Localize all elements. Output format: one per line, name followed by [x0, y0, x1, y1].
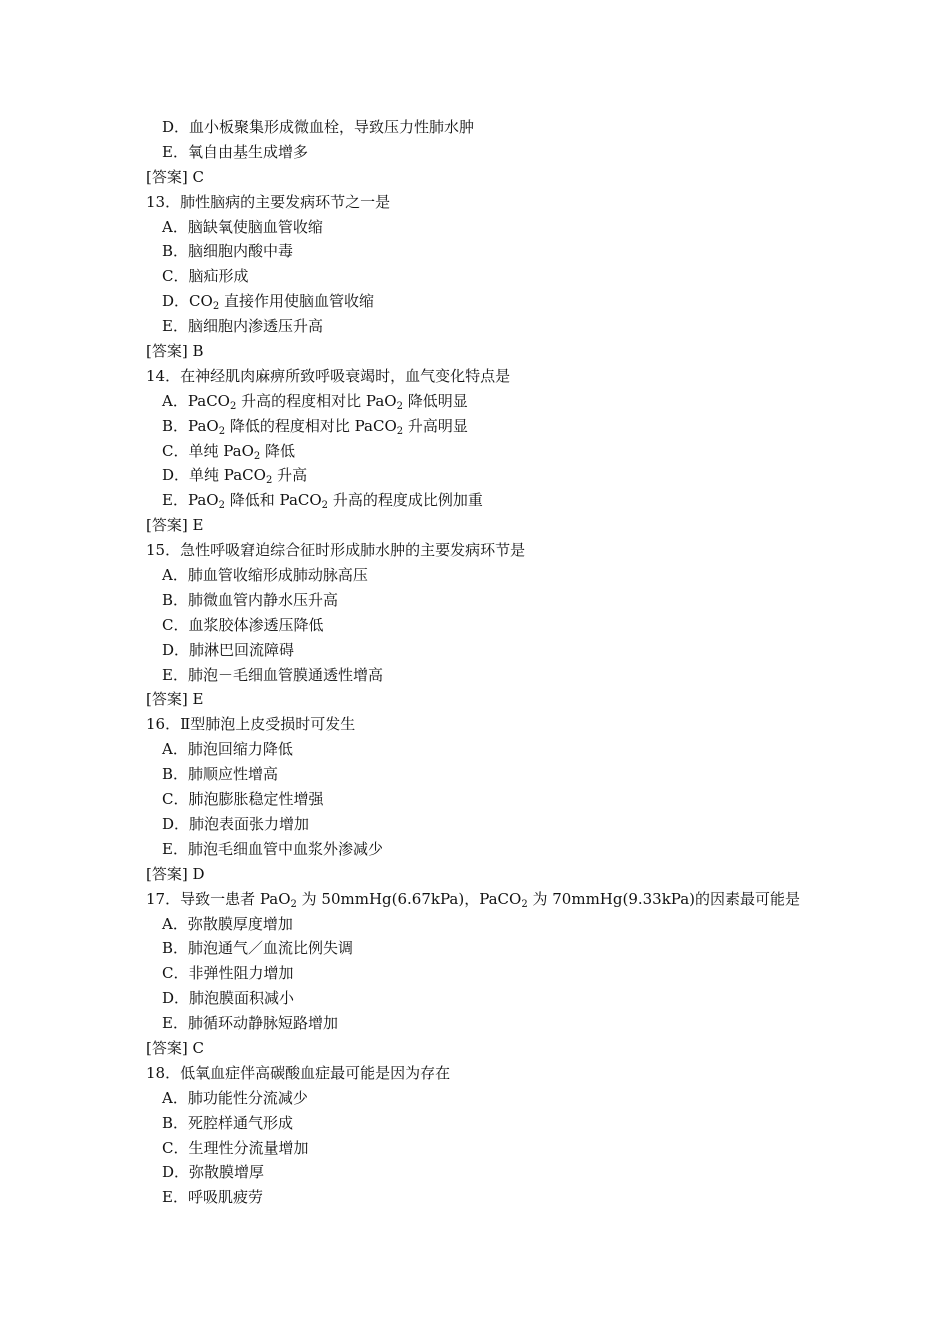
text-segment: A．PaCO — [162, 391, 230, 410]
text-segment: 降低明显 — [402, 391, 468, 410]
option-text: C．肺泡膨胀稳定性增强 — [162, 790, 324, 809]
option-text: D．肺泡表面张力增加 — [162, 814, 310, 833]
text-segment: D．单纯 PaCO — [162, 466, 266, 485]
subscript: 2 — [212, 301, 220, 313]
subscript: 2 — [521, 898, 528, 910]
option-text: B．肺泡通气／血流比例失调 — [162, 939, 354, 958]
option-text: D．肺淋巴回流障碍 — [162, 640, 295, 659]
question-text: 16．Ⅱ型肺泡上皮受损时可发生 — [146, 715, 356, 734]
answer-text: [答案] C — [146, 1038, 204, 1057]
subscript: 2 — [229, 400, 237, 412]
question-text: 18．低氧血症伴高碳酸血症最可能是因为存在 — [146, 1063, 451, 1082]
option-text: D．血小板聚集形成微血栓，导致压力性肺水肿 — [162, 118, 475, 136]
text-segment: E．PaO — [162, 491, 219, 510]
option-text — [0, 463, 950, 488]
text-segment: C．单纯 PaO — [162, 441, 254, 460]
text-segment: 降低和 PaCO — [224, 491, 322, 510]
text-segment: 降低的程度相对比 PaCO — [225, 416, 397, 435]
subscript: 2 — [396, 400, 403, 412]
option-text: B．肺微血管内静水压升高 — [162, 590, 339, 609]
question-text: 14．在神经肌肉麻痹所致呼吸衰竭时，血气变化特点是 — [146, 366, 511, 385]
text-segment: 为 70mmHg(9.33kPa)的因素最可能是 — [527, 889, 801, 908]
option-text: A．肺泡回缩力降低 — [162, 740, 293, 759]
text-segment: D．CO — [162, 292, 213, 311]
subscript: 2 — [253, 450, 261, 462]
option-text — [0, 414, 950, 439]
option-text: B．死腔样通气形成 — [162, 1113, 294, 1132]
option-text: A．脑缺氧使脑血管收缩 — [162, 217, 323, 236]
text-segment: 升高明显 — [403, 416, 468, 435]
option-text: C．非弹性阻力增加 — [162, 964, 294, 983]
option-text: E．氧自由基生成增多 — [162, 142, 308, 161]
option-text: E．呼吸肌疲劳 — [162, 1188, 263, 1207]
option-text: E．肺循环动静脉短路增加 — [162, 1014, 338, 1033]
text-segment: 17．导致一患者 PaO — [146, 889, 291, 908]
document-page — [0, 115, 950, 1210]
text-segment: 升高的程度成比例加重 — [328, 491, 483, 510]
option-text: C．生理性分流量增加 — [162, 1138, 309, 1157]
option-text: E．肺泡－毛细血管膜通透性增高 — [162, 665, 383, 684]
text-segment: 升高的程度相对比 PaO — [236, 391, 397, 410]
subscript: 2 — [290, 898, 297, 910]
answer-text: [答案] E — [146, 516, 204, 535]
subscript: 2 — [218, 500, 225, 512]
option-text: E．脑细胞内渗透压升高 — [162, 317, 323, 336]
option-text: A．肺血管收缩形成肺动脉高压 — [162, 566, 368, 585]
option-text — [0, 439, 950, 464]
option-text: D．弥散膜增厚 — [162, 1163, 265, 1182]
option-text: E．肺泡毛细血管中血浆外渗减少 — [162, 839, 383, 858]
option-text: D．肺泡膜面积减小 — [162, 989, 295, 1008]
subscript: 2 — [396, 425, 404, 437]
text-segment: 升高 — [272, 466, 308, 485]
text-segment: B．PaO — [162, 416, 219, 435]
option-text — [0, 389, 950, 414]
option-text: B．脑细胞内酸中毒 — [162, 242, 294, 261]
answer-text: [答案] E — [146, 690, 204, 709]
answer-text: [答案] D — [146, 864, 205, 883]
option-text: B．肺顺应性增高 — [162, 765, 279, 784]
question-text: 13．肺性脑病的主要发病环节之一是 — [146, 192, 391, 211]
option-text — [0, 488, 950, 513]
subscript: 2 — [321, 500, 329, 512]
option-text: A．弥散膜厚度增加 — [162, 914, 293, 933]
option-text — [0, 289, 950, 314]
option-text: C．血浆胶体渗透压降低 — [162, 615, 324, 634]
subscript: 2 — [218, 425, 226, 437]
text-segment: 为 50mmHg(6.67kPa)，PaCO — [296, 889, 522, 908]
answer-text: [答案] C — [146, 167, 204, 186]
question-text — [0, 887, 950, 912]
answer-text: [答案] B — [146, 342, 204, 361]
text-segment: 直接作用使脑血管收缩 — [219, 292, 374, 311]
option-text: C．脑疝形成 — [162, 267, 249, 286]
question-text: 15．急性呼吸窘迫综合征时形成肺水肿的主要发病环节是 — [146, 541, 526, 560]
text-segment: 降低 — [260, 441, 296, 460]
subscript: 2 — [265, 475, 273, 487]
option-text: A．肺功能性分流减少 — [162, 1088, 308, 1107]
